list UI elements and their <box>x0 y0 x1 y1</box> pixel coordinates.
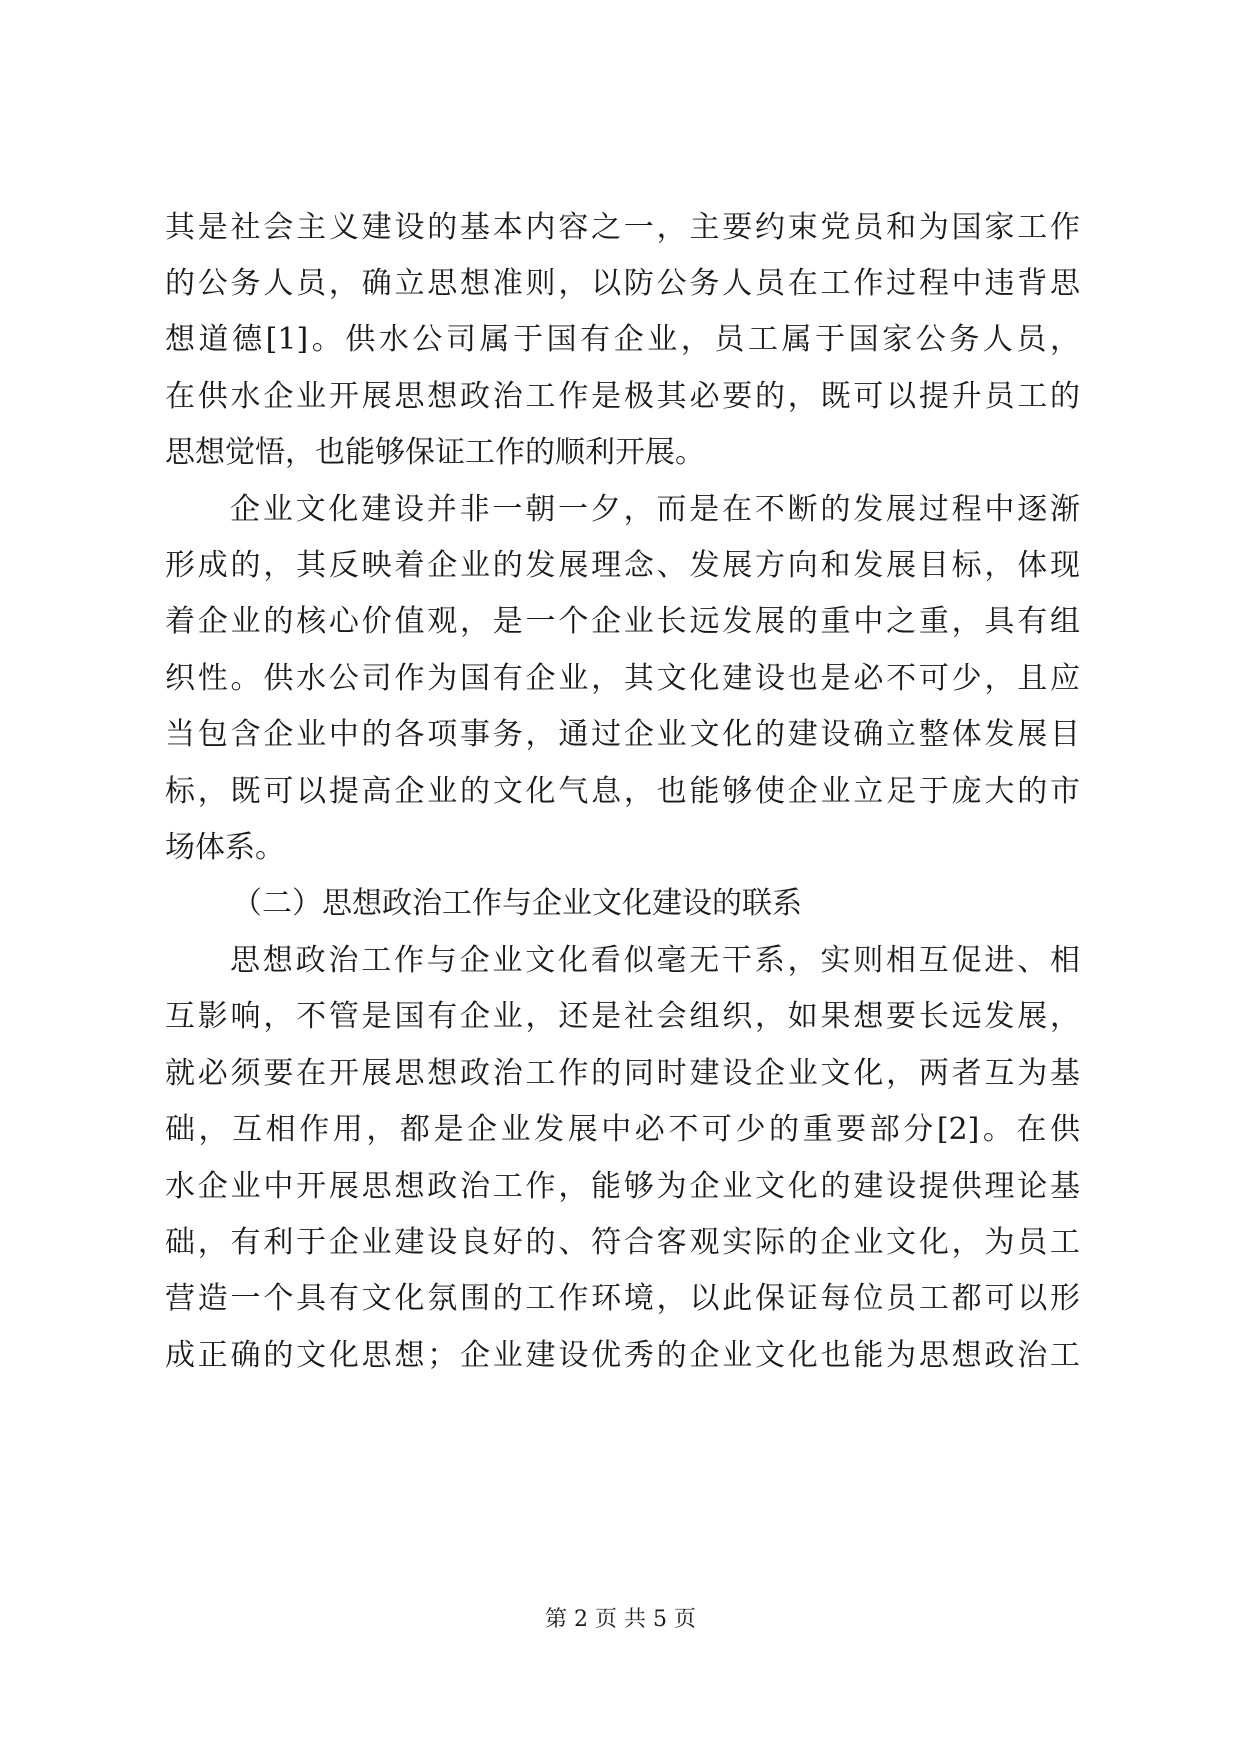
paragraph-line: 织性。供水公司作为国有企业，其文化建设也是必不可少，且应 <box>165 661 1080 696</box>
paragraph-line: 就必须要在开展思想政治工作的同时建设企业文化，两者互为基 <box>165 1056 1080 1091</box>
paragraph-line: 标，既可以提高企业的文化气息，也能够使企业立足于庞大的市 <box>165 774 1080 809</box>
paragraph-line: 互影响，不管是国有企业，还是社会组织，如果想要长远发展， <box>165 999 1080 1034</box>
section-heading: （二）思想政治工作与企业文化建设的联系 <box>232 886 802 921</box>
paragraph-line: 场体系。 <box>165 830 285 865</box>
paragraph-line: 思想政治工作与企业文化看似毫无干系，实则相互促进、相 <box>230 943 1080 978</box>
paragraph-line: 当包含企业中的各项事务，通过企业文化的建设确立整体发展目 <box>165 717 1080 752</box>
page-number-footer: 第 2 页 共 5 页 <box>545 1607 696 1632</box>
paragraph-line: 企业文化建设并非一朝一夕，而是在不断的发展过程中逐渐 <box>230 492 1080 527</box>
paragraph-line: 想道德[1]。供水公司属于国有企业，员工属于国家公务人员， <box>165 322 1080 357</box>
paragraph-line: 础，互相作用，都是企业发展中必不可少的重要部分[2]。在供 <box>165 1112 1080 1147</box>
paragraph-line: 成正确的文化思想；企业建设优秀的企业文化也能为思想政治工 <box>165 1338 1080 1373</box>
paragraph-line: 营造一个具有文化氛围的工作环境，以此保证每位员工都可以形 <box>165 1281 1080 1316</box>
paragraph-line: 水企业中开展思想政治工作，能够为企业文化的建设提供理论基 <box>165 1169 1080 1204</box>
paragraph-line: 形成的，其反映着企业的发展理念、发展方向和发展目标，体现 <box>165 548 1080 583</box>
paragraph-line: 思想觉悟，也能够保证工作的顺利开展。 <box>165 435 705 470</box>
paragraph-line: 础，有利于企业建设良好的、符合客观实际的企业文化，为员工 <box>165 1225 1080 1260</box>
paragraph-line: 在供水企业开展思想政治工作是极其必要的，既可以提升员工的 <box>165 379 1080 414</box>
paragraph-line: 着企业的核心价值观，是一个企业长远发展的重中之重，具有组 <box>165 604 1080 639</box>
paragraph-line: 其是社会主义建设的基本内容之一，主要约束党员和为国家工作 <box>165 210 1080 245</box>
paragraph-line: 的公务人员，确立思想准则，以防公务人员在工作过程中违背思 <box>165 266 1080 301</box>
